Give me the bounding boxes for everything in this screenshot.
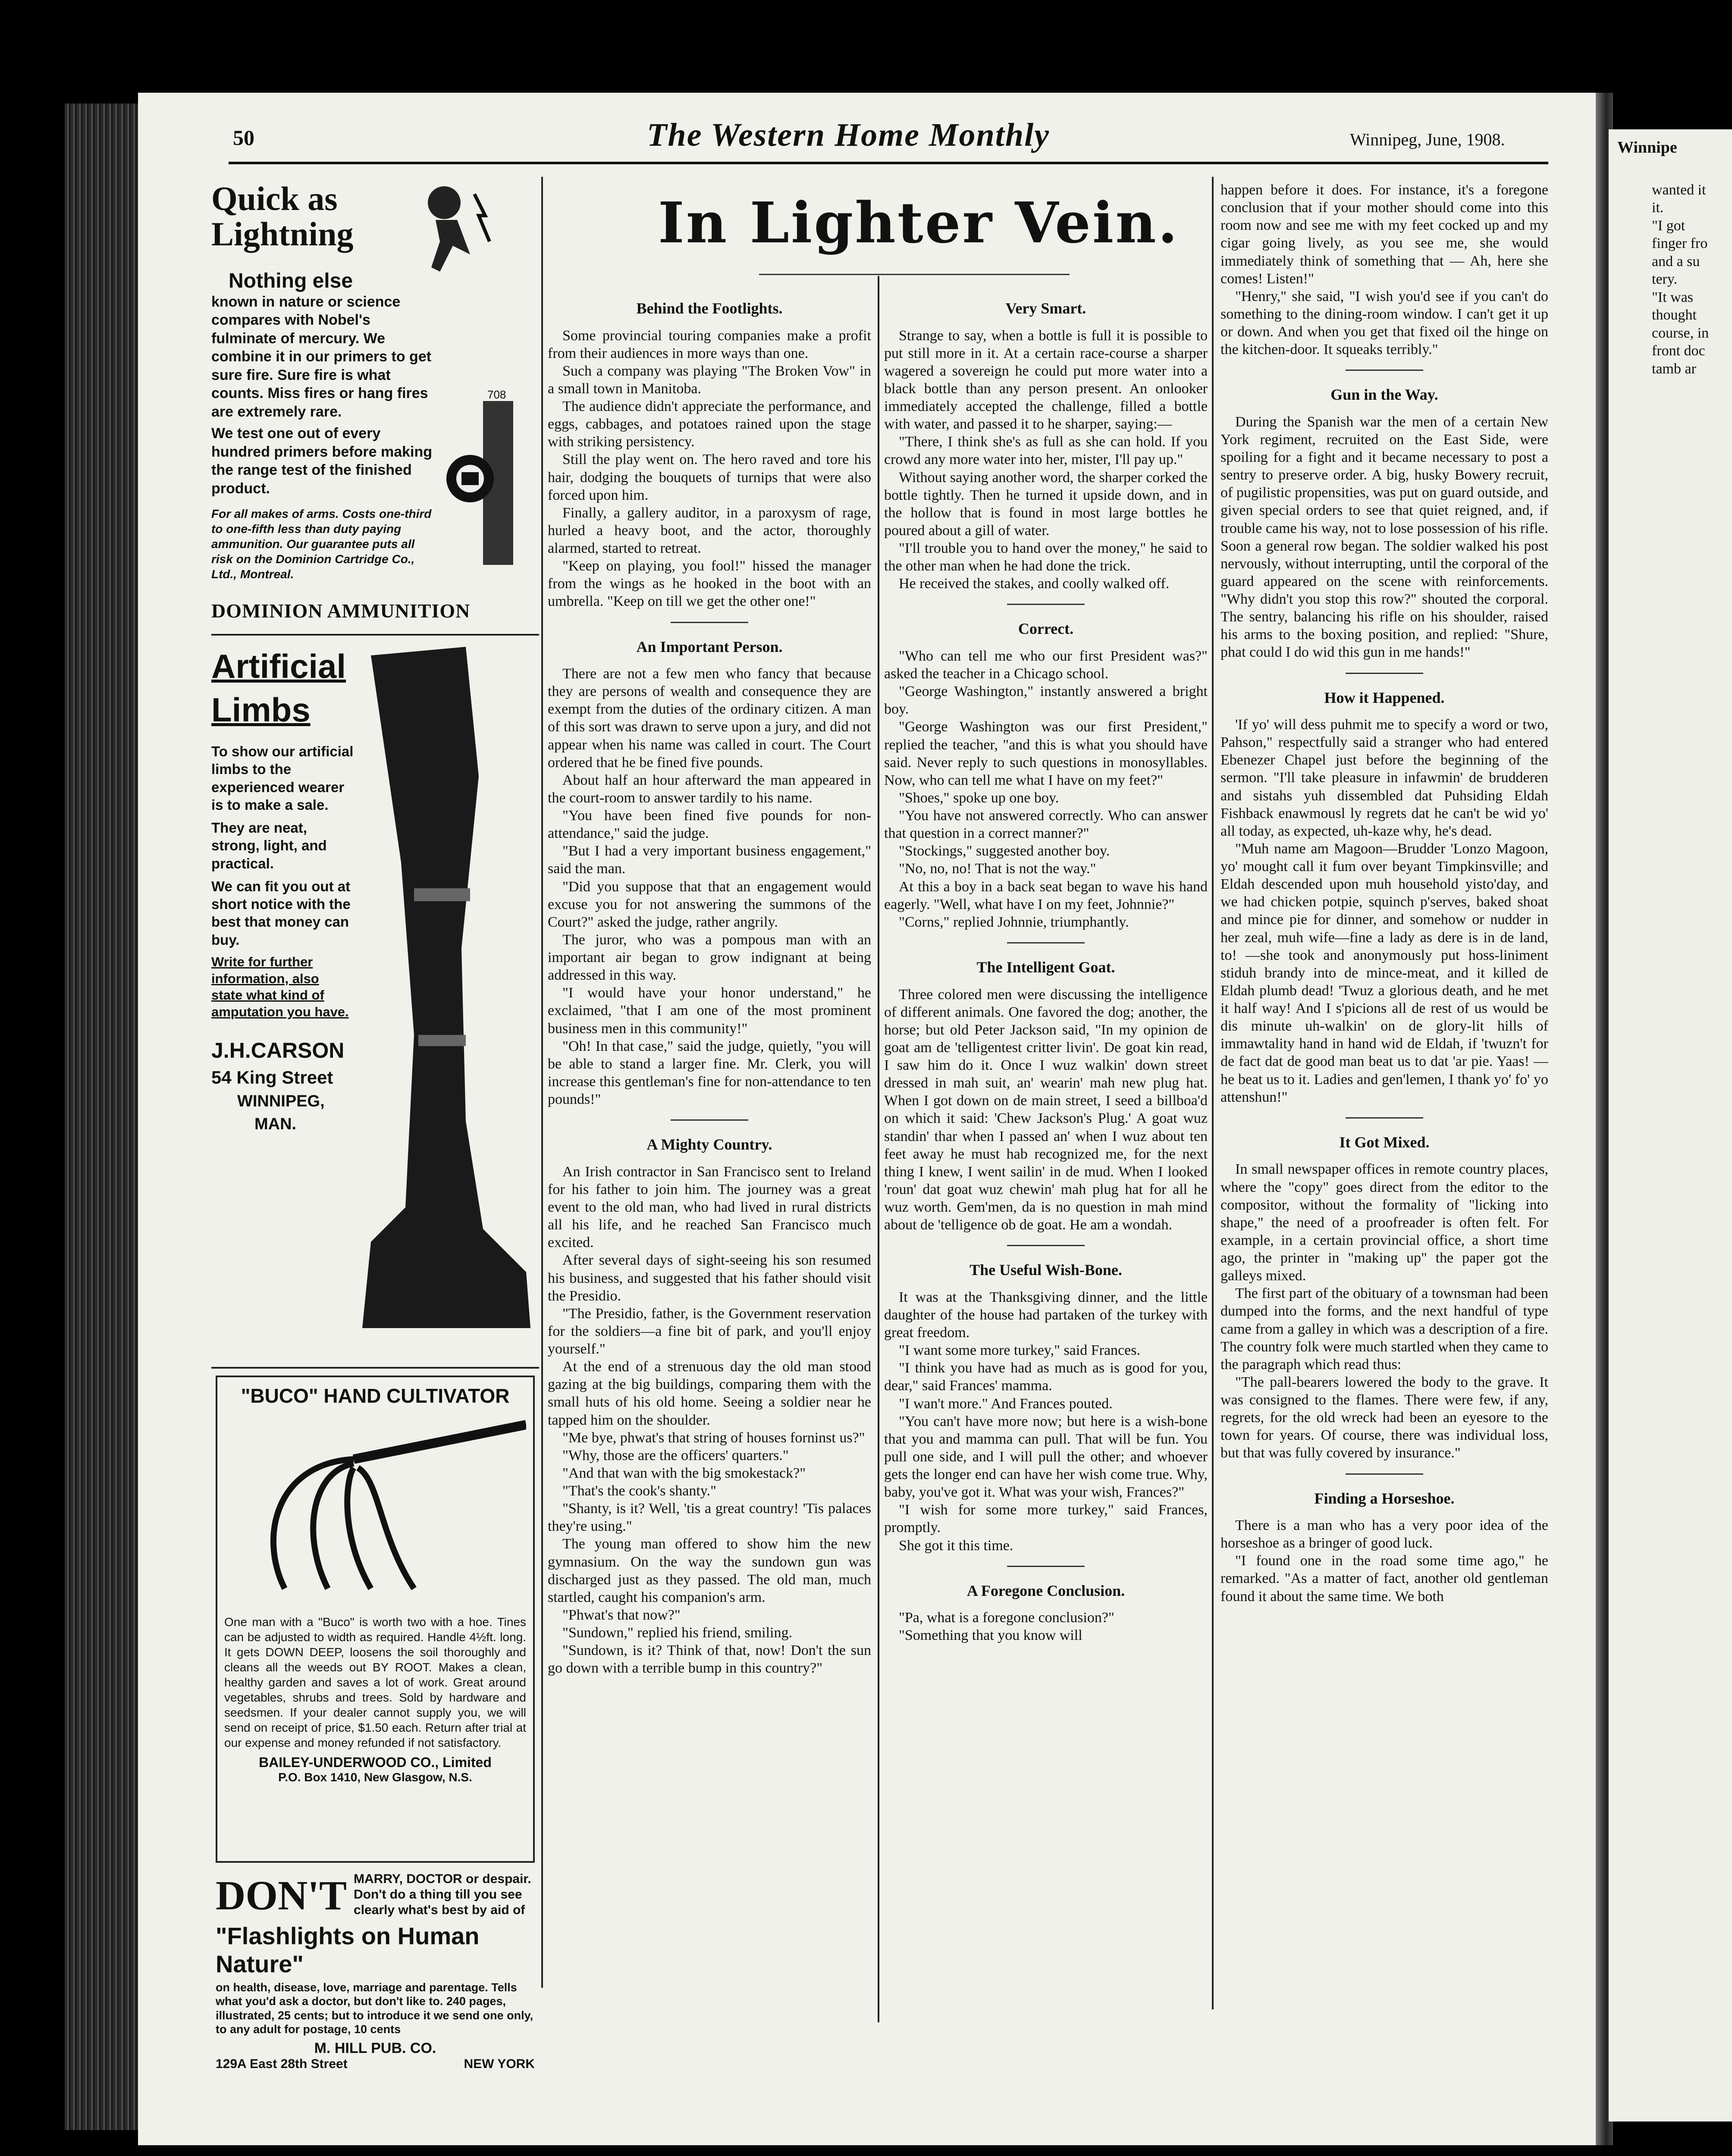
section-heading: Very Smart. bbox=[1005, 300, 1086, 317]
article-title: In Lighter Vein. bbox=[658, 190, 1180, 256]
paragraph: "Keep on playing, you fool!" hissed the manager from the wings as he hooked in the boot with an umbrella. "Keep on till we get the other one!" bbox=[548, 558, 871, 610]
artificial-leg-illustration bbox=[354, 647, 535, 1337]
paragraph: In small newspaper offices in remote country places, where the "copy" goes direct from the editor to the compositor, without the formality of "licking into shape," the need of a proofreader is often felt. For example, in a certain provincial office, a short time ago, the printer in "making up" the paper got the galleys mixed. bbox=[1221, 1161, 1548, 1284]
limbs-city: WINNIPEG, bbox=[237, 1092, 325, 1110]
cultivator-illustration bbox=[224, 1407, 526, 1614]
paragraph: It was at the Thanksgiving dinner, and the little daughter of the house had partaken of the turkey with great freedom. bbox=[884, 1289, 1208, 1341]
paragraph: "Sundown," replied his friend, smiling. bbox=[562, 1625, 792, 1641]
paragraph: The juror, who was a pompous man with an important air began to grow indignant at being addressed in this way. bbox=[548, 931, 871, 984]
article-column-1 bbox=[548, 285, 871, 1677]
paragraph: She got it this time. bbox=[899, 1537, 1013, 1554]
cultivator-title: "BUCO" HAND CULTIVATOR bbox=[241, 1385, 510, 1407]
paragraph: "You have not answered correctly. Who can answer that question in a correct manner?" bbox=[884, 808, 1208, 842]
section-heading: The Intelligent Goat. bbox=[976, 958, 1115, 976]
paragraph: "You can't have more now; but here is a wish-bone that you and mamma can pull. That will be fun. You pull one side, and I will pull the other; and whoever gets the longer end can have her wish come true. Why, baby, you've got it. What was your wish, Frances?" bbox=[884, 1413, 1208, 1501]
book-ad-side: MARRY, DOCTOR or despair. Don't do a thing till you see clearly what's best by aid of bbox=[354, 1872, 531, 1917]
section-separator bbox=[671, 622, 748, 623]
paragraph: "The pall-bearers lowered the body to the grave. It was consigned to the flames. There were few, if any, regrets, for the old wreck had been an eyesore to the town for years. Of course, there was individual loss, but that was fully covered by insurance." bbox=[1221, 1374, 1548, 1461]
model-number: 708 bbox=[487, 388, 506, 401]
paragraph: "Muh name am Magoon—Brudder 'Lonzo Magoon, yo' mought call it fum over beyant Timpkinsville; and Eldah descended upon muh household yisto'day, and we had chicken potpie, squinch p'serves, baked shoat and mince pie for dinner, and somehow or nudder in her zeal, muh wife—fine a lady as dere is in de land, to! —she took and anonymously put hoss-liniment stiduh brandy into de mince-meat, and it killed de Eldah plumb dead! 'Twuz a glorious death, and he met it half way! And I s'picions all de rest of us would be dis minute uh-walkin' on de glory-lit hills of immawtality hand in hand wid de Eldah, if 'twuzn't for de fact dat de good man beat us to dat 'ar pie. Yaas! —he beat us to it. Ladies and gen'lemen, I thank yo' fo' yo attenshun!" bbox=[1221, 840, 1548, 1105]
right-page-header: Winnipe bbox=[1617, 138, 1677, 157]
paragraph: "Phwat's that now?" bbox=[562, 1607, 681, 1623]
right-page-line: front doc bbox=[1652, 343, 1705, 359]
cultivator-body: One man with a "Buco" is worth two with a hoe. Tines can be adjusted to width as required. Handle 4½ft. long. It gets DOWN DEEP, loosens the soil thoroughly and cleans all the weeds out BY ROOT. Makes a clean, healthy garden and saves a lot of work. Great around vegetables, shrubs and trees. Sold by hardware and seedsmen. If your dealer cannot supply you, we will send on receipt of price, $1.50 each. Return after trial at our expense and money refunded if not satisfactory. bbox=[224, 1615, 526, 1749]
paragraph: During the Spanish war the men of a certain New York regiment, recruited on the East Side, were spoiling for a fight and it became necessary to post a sentry to preserve order. A big, husky Bowery recruit, of pugilistic propensities, was put on guard outside, and given special orders to see that quiet reigned, and, if trouble came his way, not to lose possession of his rifle. Soon a general row began. The soldier walked his post nervously, without interrupting, until the corporal of the guard appeared on the scene with reinforcements. "Why didn't you stop this row?" shouted the corporal. The sentry, balancing his rifle on his shoulder, raised his arms to the boxing position, and replied: "Shure, phat could I do wid this gun in me hands!" bbox=[1221, 414, 1548, 661]
section-heading: Behind the Footlights. bbox=[636, 300, 783, 317]
paragraph: "George Washington," instantly answered a bright boy. bbox=[884, 683, 1208, 718]
column-divider bbox=[1212, 177, 1214, 2009]
paragraph: Such a company was playing "The Broken Vow" in a small town in Manitoba. bbox=[548, 363, 871, 397]
paragraph: "Why, those are the officers' quarters." bbox=[562, 1447, 789, 1463]
paragraph: Without saying another word, the sharper corked the bottle tightly. Then he turned it upside down, and in the hollow that is found in most large bottles he poured about a gill of water. bbox=[884, 469, 1208, 539]
ad-divider bbox=[211, 1367, 539, 1369]
masthead: The Western Home Monthly bbox=[647, 117, 1050, 153]
artificial-limbs-ad bbox=[211, 647, 539, 1358]
section-separator bbox=[1007, 1245, 1085, 1246]
book-ad-company: M. HILL PUB. CO. bbox=[314, 2040, 436, 2056]
section-separator bbox=[1007, 942, 1085, 943]
paragraph: "I would have your honor understand," he exclaimed, "that I am one of the most prominent business men in this community!" bbox=[548, 985, 871, 1037]
book-ad-dont: DON'T bbox=[216, 1872, 347, 1918]
section-heading: A Mighty Country. bbox=[646, 1136, 772, 1153]
limbs-province: MAN. bbox=[254, 1115, 297, 1133]
paragraph: Some provincial touring companies make a profit from their audiences in more ways than one. bbox=[548, 327, 871, 361]
paragraph: "I'll trouble you to hand over the money," he said to the other man when he had done the trick. bbox=[884, 540, 1208, 574]
section-heading: A Foregone Conclusion. bbox=[966, 1582, 1125, 1599]
paragraph: The first part of the obituary of a townsman had been dumped into the forms, and the next handful of type came from a galley in which was a description of a fire. The country folk were much startled when they came to the paragraph which read thus: bbox=[1221, 1285, 1549, 1373]
paragraph: "Pa, what is a foregone conclusion?" bbox=[899, 1610, 1114, 1626]
right-page-line: it. bbox=[1652, 200, 1664, 216]
paragraph: "Sundown, is it? Think of that, now! Don't the sun go down with a terrible bump in this country?" bbox=[548, 1642, 871, 1677]
right-page-line: "It was bbox=[1652, 289, 1694, 305]
limbs-text-1: To show our artificial limbs to the experienced wearer is to make a sale. bbox=[211, 743, 354, 813]
limbs-headline-1: Artificial bbox=[211, 647, 346, 685]
book-binding bbox=[65, 103, 147, 2130]
paragraph: "That's the cook's shanty." bbox=[562, 1483, 716, 1499]
section-heading: Finding a Horseshoe. bbox=[1314, 1489, 1455, 1507]
paragraph: There is a man who has a very poor idea of the horseshoe as a bringer of good luck. bbox=[1221, 1517, 1548, 1551]
right-page-line: "I got bbox=[1652, 217, 1685, 234]
book-ad-address: 129A East 28th Street bbox=[216, 2056, 348, 2071]
cultivator-company: BAILEY-UNDERWOOD CO., Limited bbox=[259, 1755, 492, 1770]
paragraph: 'If yo' will dess puhmit me to specify a word or two, Pahson," respectfully said a stranger who had entered Ebenezer Chapel just before the beginning of the sermon. "I'll take pleasure in infawmin' de brudderen and sistahs yuh dissembled dat Puhsiding Eldah Fishback enawmousl ly regrets dat he can't be wid yo' all today, as expected, uh-kaze why, he's dead. bbox=[1221, 717, 1548, 839]
paragraph: "Something that you know will bbox=[899, 1627, 1082, 1644]
paragraph: "I found one in the road some time ago," he remarked. "As a matter of fact, another old gentleman found it about the same time. We both bbox=[1221, 1553, 1548, 1604]
paragraph: "I wan't more." And Frances pouted. bbox=[899, 1395, 1113, 1412]
paragraph: After several days of sight-seeing his son resumed his business, and suggested that his father should visit the Presidio. bbox=[548, 1252, 871, 1304]
paragraph: happen before it does. For instance, it's a foregone conclusion that if your mother should come into this room now and see me with my feet cocked up and my cigar going lively, as you see me, she would immediately think of something that — Ah, here she comes! Listen!" bbox=[1221, 182, 1548, 287]
right-page-text bbox=[1652, 181, 1732, 378]
section-heading: Correct. bbox=[1018, 620, 1074, 638]
ad-body: known in nature or science compares with Nobel's fulminate of mercury. We combine it in our primers to get sure fire. Sure fire is what counts. Miss fires or hang fires are extremely rare. bbox=[211, 293, 432, 420]
paragraph: "No, no, no! That is not the way." bbox=[899, 861, 1096, 877]
section-separator bbox=[1346, 1473, 1423, 1475]
paragraph: "And that wan with the big smokestack?" bbox=[562, 1465, 806, 1481]
paragraph: There are not a few men who fancy that because they are persons of wealth and consequence they are exempt from the duties of the ordinary citizen. A man of this sort was drawn to serve upon a jury, and did not appear when his name was called in court. The Court ordered that he be fined five pounds. bbox=[548, 666, 871, 771]
paragraph: He received the stakes, and coolly walked off. bbox=[899, 576, 1170, 592]
ammunition-ad bbox=[211, 181, 539, 634]
section-separator bbox=[1346, 1117, 1423, 1119]
paragraph: "There, I think she's as full as she can hold. If you crowd any more water into her, mister, I'll pay up." bbox=[884, 434, 1208, 468]
book-ad-body: on health, disease, love, marriage and parentage. Tells what you'd ask a doctor, but don't like to. 240 pages, illustrated, 25 cents; but to introduce it we send one only, to any adult for postage, 10 cents bbox=[216, 1981, 533, 2036]
cultivator-address: P.O. Box 1410, New Glasgow, N.S. bbox=[278, 1771, 472, 1784]
article-column-3 bbox=[1221, 181, 1548, 1605]
section-separator bbox=[1007, 604, 1085, 605]
section-heading: Gun in the Way. bbox=[1330, 386, 1438, 404]
limbs-headline-2: Limbs bbox=[211, 691, 311, 729]
primer-illustration bbox=[444, 388, 535, 573]
ad-headline: Quick as Lightning bbox=[211, 180, 354, 253]
paragraph: Finally, a gallery auditor, in a paroxysm of rage, hurled a heavy boot, and the actor, thoroughly alarmed, started to retreat. bbox=[548, 505, 871, 557]
limbs-name: J.H.CARSON bbox=[211, 1038, 345, 1062]
header-rule bbox=[229, 162, 1548, 164]
section-heading: An Important Person. bbox=[636, 638, 783, 655]
paragraph: "You have been fined five pounds for non-attendance," said the judge. bbox=[548, 808, 871, 842]
paragraph: Strange to say, when a bottle is full it is possible to put still more in it. At a certain race-course a sharper wagered a sovereign he could put more water into a black bottle than any person present. An onlooker immediately accepted the challenge, filled a bottle with water, and passed it to he sharper, saying:— bbox=[884, 327, 1208, 432]
limbs-text-4: Write for further information, also state what kind of amputation you have. bbox=[211, 954, 349, 1019]
section-separator bbox=[1346, 673, 1423, 674]
page-number: 50 bbox=[233, 125, 254, 150]
ad-brand: DOMINION AMMUNITION bbox=[211, 600, 471, 622]
paragraph: The audience didn't appreciate the performance, and eggs, cabbages, and potatoes rained upon the stage with striking persistency. bbox=[548, 398, 871, 450]
section-separator bbox=[671, 1119, 748, 1121]
paragraph: "Henry," she said, "I wish you'd see if you can't do something to the dining-room window. I can't get it up or down. And when you get that fixed oil the hinge on the kitchen-door. It squeaks terribly." bbox=[1221, 288, 1548, 358]
section-heading: How it Happened. bbox=[1324, 689, 1445, 706]
right-page-line: tery. bbox=[1652, 271, 1678, 288]
dateline: Winnipeg, June, 1908. bbox=[1350, 130, 1505, 149]
paragraph: The young man offered to show him the new gymnasium. On the way the sundown gun was discharged just as they passed. The old man, much startled, caught his companion's arm. bbox=[548, 1536, 871, 1605]
ad-divider bbox=[211, 634, 539, 636]
paragraph: "Corns," replied Johnnie, triumphantly. bbox=[899, 914, 1129, 930]
book-ad-title: "Flashlights on Human Nature" bbox=[216, 1922, 480, 1977]
paragraph: "The Presidio, father, is the Government reservation for the soldiers—a fine bit of park, and you'll enjoy yourself." bbox=[548, 1305, 871, 1357]
book-ad bbox=[216, 1871, 535, 2071]
paragraph: Three colored men were discussing the intelligence of different animals. One favored the dog; another, the horse; but old Peter Jackson said, "In my opinion de goat am de 'telligentest critter livin'. De goat kin read, I saw him do it. Once I wuz walkin' down street dressed in mah suit, an' wearin' mah new plug hat. When I got down on de main street, I seed a billboa'd on which it said: 'Chew Jackson's Plug.' A goat wuz standin' thar when I passed an' when I wuz about ten feet away he must hab recognized me, for the next thing I knew, I went sailin' in de mud. When I looked 'roun' dat goat wuz chewin' mah plug hat for all he wuz worth. Gem'men, da is no question in mah mind about de 'telligence ob de goat. He am a wondah. bbox=[884, 986, 1208, 1233]
cultivator-ad bbox=[216, 1376, 535, 1863]
column-divider bbox=[878, 276, 879, 2022]
right-page-line: thought bbox=[1652, 307, 1697, 323]
paragraph: "I think you have had as much as is good for you, dear," said Frances' mamma. bbox=[884, 1360, 1208, 1394]
section-heading: It Got Mixed. bbox=[1339, 1133, 1430, 1151]
limbs-text-2: They are neat, strong, light, and practical. bbox=[211, 820, 327, 871]
limbs-text-3: We can fit you out at short notice with the best that money can buy. bbox=[211, 878, 351, 948]
section-separator bbox=[1007, 1566, 1085, 1567]
paragraph: "I want some more turkey," said Frances. bbox=[899, 1342, 1140, 1359]
paragraph: About half an hour afterward the man appeared in the court-room to answer tardily to his name. bbox=[548, 772, 871, 806]
right-page-line: wanted it bbox=[1652, 182, 1706, 198]
book-ad-city: NEW YORK bbox=[464, 2056, 535, 2071]
paragraph: "Did you suppose that that an engagement would excuse you for not answering the summons of the Court?" asked the judge, rather angrily. bbox=[548, 878, 871, 930]
section-separator bbox=[1346, 370, 1423, 371]
paragraph: "Shoes," spoke up one boy. bbox=[899, 790, 1059, 806]
paragraph: "Shanty, is it? Well, 'tis a great country! 'Tis palaces they're using." bbox=[548, 1501, 871, 1535]
paragraph: At the end of a strenuous day the old man stood gazing at the big buildings, comparing them with the small huts of his old home. Seeing a soldier near he tapped him on the shoulder. bbox=[548, 1359, 871, 1428]
ad-fine-print: For all makes of arms. Costs one-third to one-fifth less than duty paying ammunition. Our guarantee puts all risk on the Dominion Cartridge Co., Ltd., Montreal. bbox=[211, 507, 432, 581]
title-rule bbox=[759, 274, 1070, 275]
paragraph: An Irish contractor in San Francisco sent to Ireland for his father to join him. The journey was a great event to the old man, who had lived in rural districts all his life, and he reached San Francisco much excited. bbox=[548, 1163, 871, 1251]
right-page-line: tamb ar bbox=[1652, 360, 1696, 377]
right-page-line: finger fro bbox=[1652, 235, 1708, 252]
runner-illustration bbox=[410, 181, 496, 276]
ad-body-2: We test one out of every hundred primers before making the range test of the finished product. bbox=[211, 425, 432, 497]
section-heading: The Useful Wish-Bone. bbox=[970, 1261, 1122, 1279]
article-column-2 bbox=[884, 285, 1208, 1644]
ad-lead: Nothing else bbox=[229, 269, 353, 292]
paragraph: "Stockings," suggested another boy. bbox=[899, 843, 1110, 859]
paragraph: "Oh! In that case," said the judge, quietly, "you will be able to stand a larger fine. Mr. Clerk, you will increase this gentleman's fine for non-attendance to ten pounds!" bbox=[548, 1038, 871, 1108]
right-page-line: and a su bbox=[1652, 253, 1700, 270]
page-right bbox=[1609, 129, 1732, 2122]
paragraph: "Me bye, phwat's that string of houses forninst us?" bbox=[562, 1429, 865, 1446]
paragraph: At this a boy in a back seat began to wave his hand eagerly. "Well, what have I on my feet, Johnnie?" bbox=[884, 878, 1208, 912]
paragraph: "But I had a very important business engagement," said the man. bbox=[548, 843, 871, 877]
paragraph: "I wish for some more turkey," said Frances, promptly. bbox=[884, 1502, 1208, 1536]
paragraph: Still the play went on. The hero raved and tore his hair, dodging the bouquets of turnips that were also forced upon him. bbox=[548, 451, 871, 503]
paragraph: "Who can tell me who our first President was?" asked the teacher in a Chicago school. bbox=[884, 648, 1208, 682]
column-divider bbox=[541, 177, 543, 1988]
right-page-line: course, in bbox=[1652, 325, 1709, 341]
limbs-street: 54 King Street bbox=[211, 1067, 333, 1087]
paragraph: "George Washington was our first President," replied the teacher, "and this is what you should have said. Never reply to such questions in monosyllables. Now, who can tell me what I have on my feet?" bbox=[884, 719, 1208, 788]
